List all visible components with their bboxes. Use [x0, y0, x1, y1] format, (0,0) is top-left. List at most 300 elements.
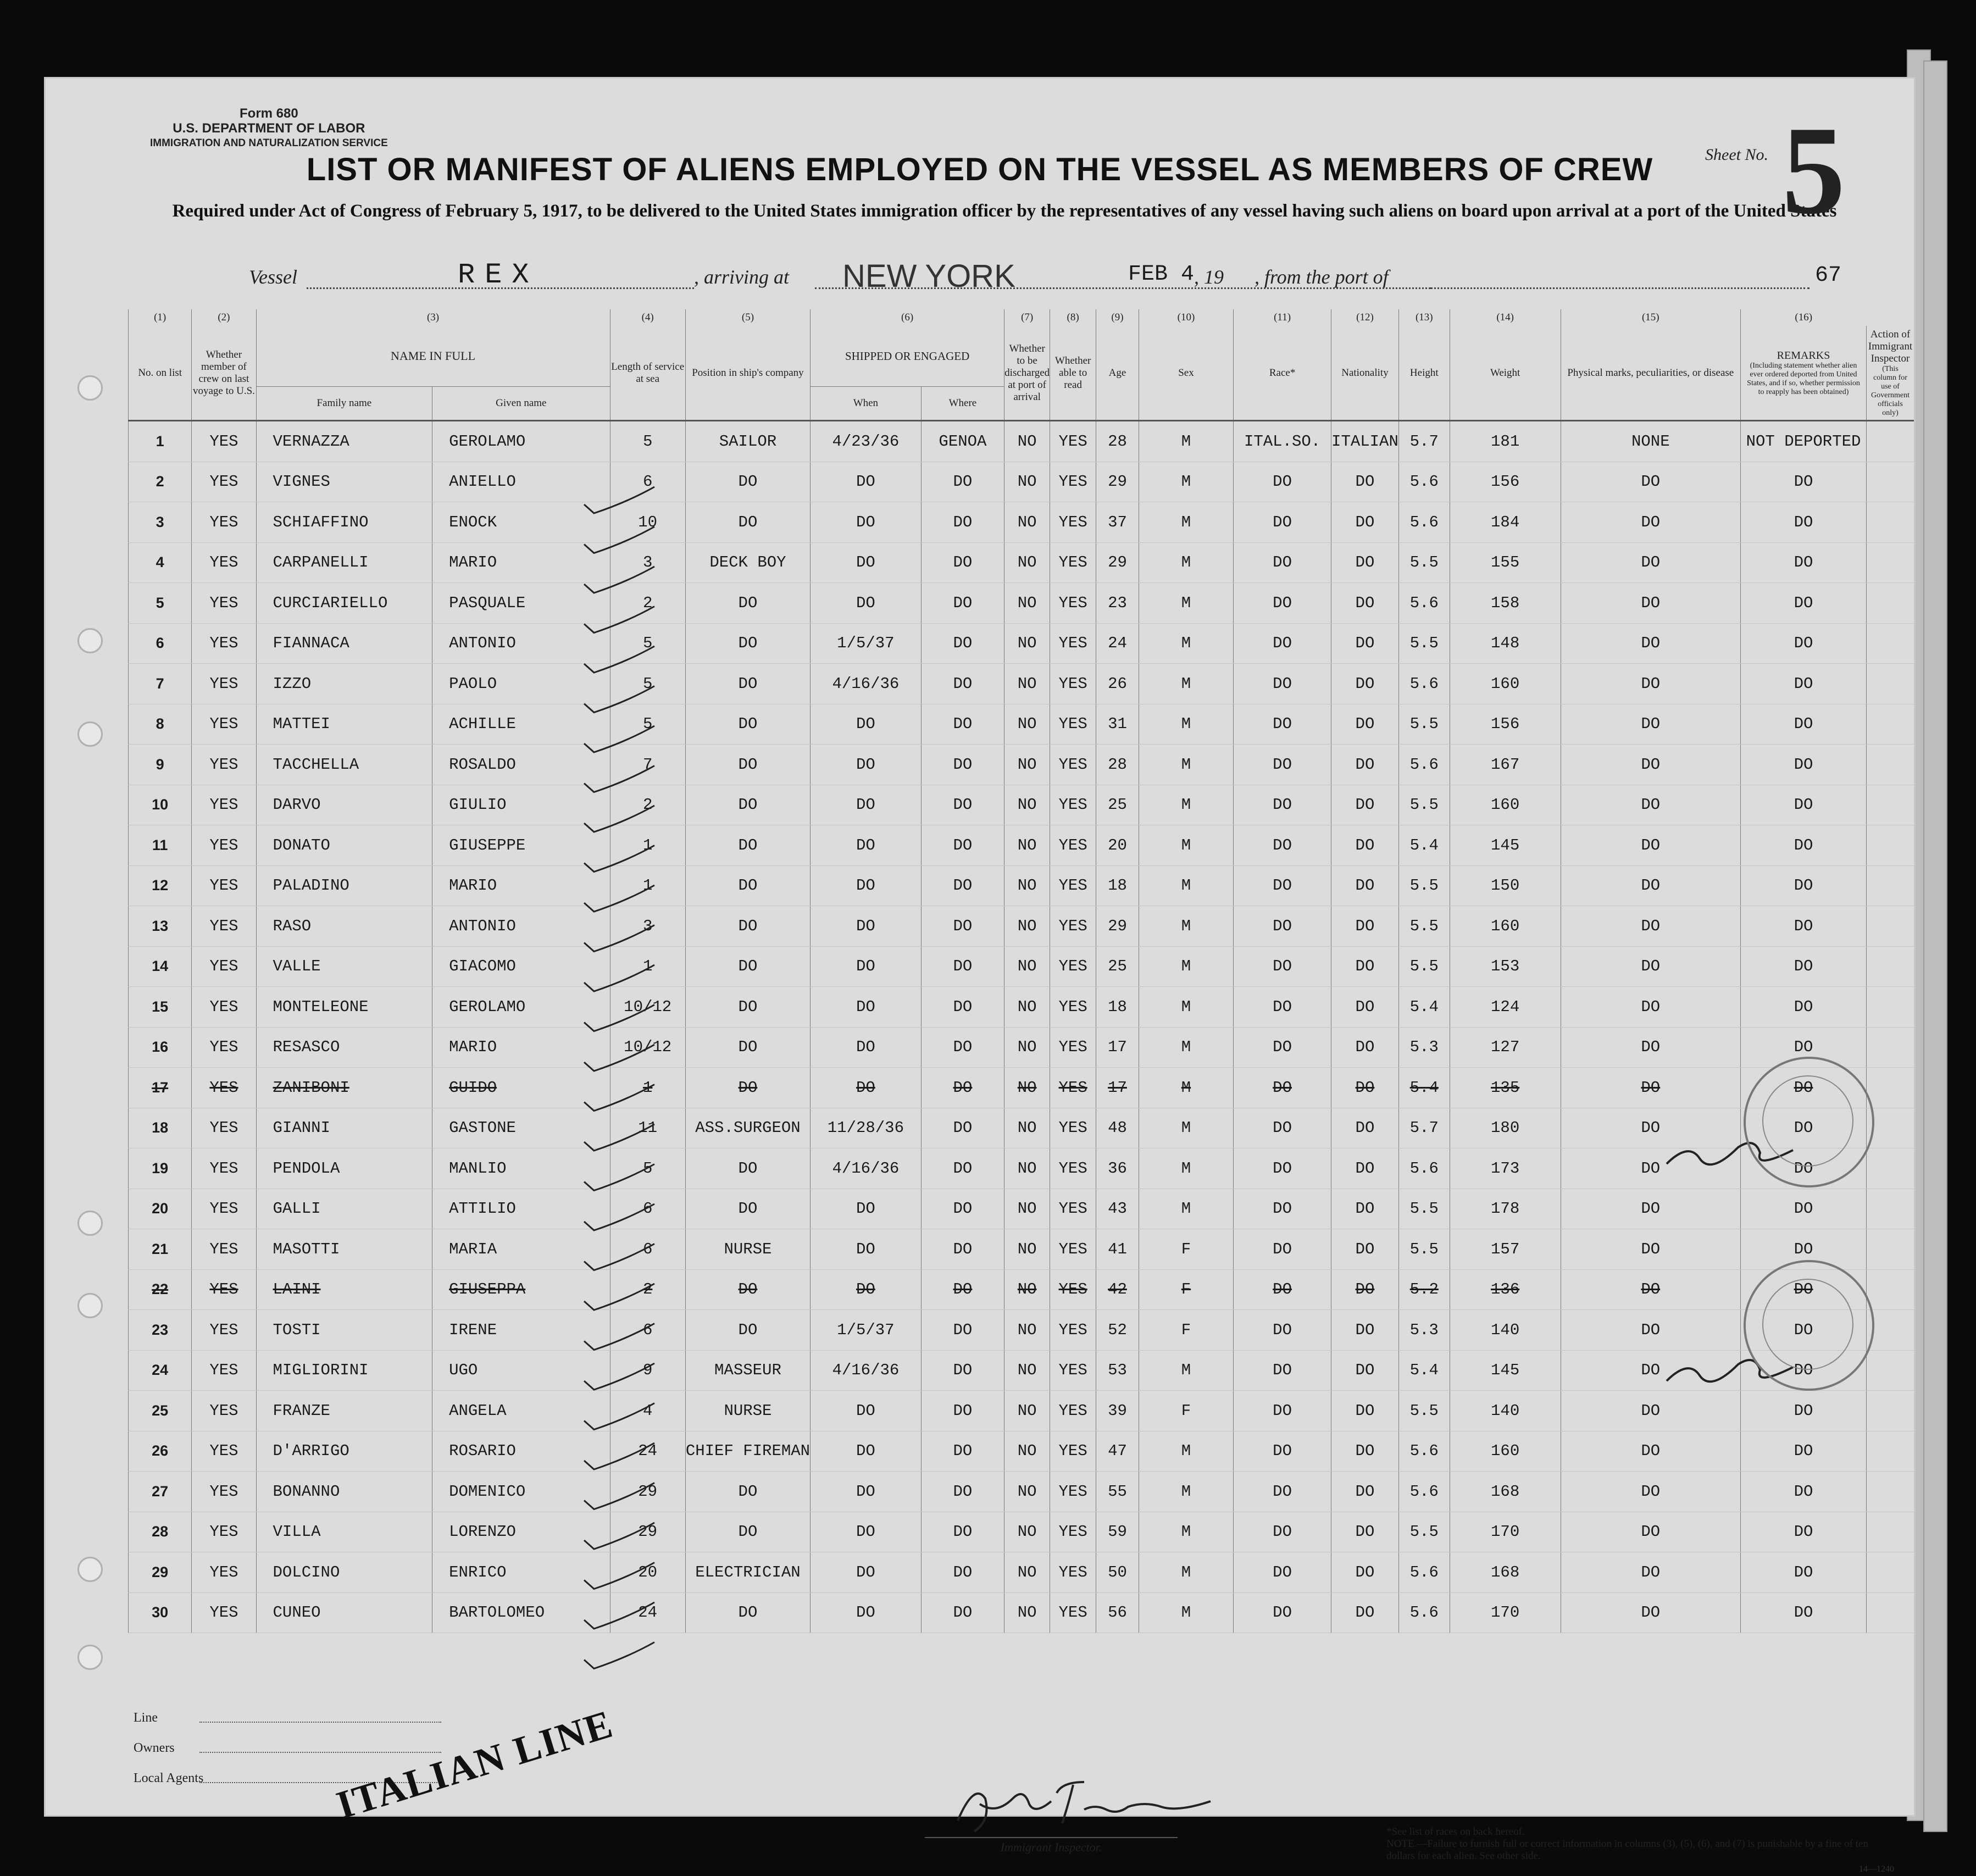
col-num: (4) [610, 309, 685, 326]
remarks: DO [1740, 1027, 1866, 1068]
position: DO [685, 1269, 810, 1310]
shipped-when: DO [811, 946, 922, 987]
shipped-when: DO [811, 462, 922, 502]
weight: 150 [1450, 865, 1561, 906]
shipped-where: DO [921, 704, 1004, 745]
race: DO [1234, 623, 1331, 664]
manifest-sheet [44, 77, 1916, 1874]
age: 50 [1096, 1552, 1139, 1593]
given-name: MANLIO [432, 1148, 610, 1189]
physical-marks: DO [1561, 785, 1740, 825]
nationality: DO [1331, 987, 1399, 1028]
able-to-read: YES [1050, 785, 1096, 825]
arrival-date: FEB 4 [1128, 262, 1195, 287]
nationality: DO [1331, 502, 1399, 543]
physical-marks: DO [1561, 1592, 1740, 1633]
discharged-value: NO [1004, 1512, 1050, 1552]
nationality: DO [1331, 1592, 1399, 1633]
shipped-when: DO [811, 1027, 922, 1068]
col-num: (5) [685, 309, 810, 326]
remarks: DO [1740, 1310, 1866, 1351]
age: 41 [1096, 1229, 1139, 1270]
length-of-service: 24 [610, 1592, 685, 1633]
given-name: GUIDO [432, 1068, 610, 1108]
remarks: DO [1740, 865, 1866, 906]
height: 5.5 [1398, 623, 1450, 664]
length-of-service: 7 [610, 745, 685, 785]
physical-marks: DO [1561, 1350, 1740, 1391]
row-number: 23 [129, 1310, 192, 1351]
able-to-read: YES [1050, 987, 1096, 1028]
family-name: DOLCINO [256, 1552, 432, 1593]
position: DO [685, 664, 810, 704]
physical-marks: DO [1561, 664, 1740, 704]
weight: 157 [1450, 1229, 1561, 1270]
weight: 170 [1450, 1512, 1561, 1552]
row-number: 20 [129, 1189, 192, 1229]
family-name: GIANNI [256, 1108, 432, 1148]
nationality: DO [1331, 745, 1399, 785]
crew-member-value: YES [192, 785, 256, 825]
family-name: SCHIAFFINO [256, 502, 432, 543]
able-to-read: YES [1050, 825, 1096, 866]
height: 5.5 [1398, 906, 1450, 947]
discharged-value: NO [1004, 946, 1050, 987]
able-to-read: YES [1050, 583, 1096, 624]
shipped-when: DO [811, 704, 922, 745]
col-num: (8) [1050, 309, 1096, 326]
sex: M [1139, 1027, 1233, 1068]
position: DO [685, 462, 810, 502]
crew-member-value: YES [192, 825, 256, 866]
given-name: ANTONIO [432, 623, 610, 664]
shipped-when: DO [811, 745, 922, 785]
nationality: DO [1331, 1229, 1399, 1270]
family-name: VILLA [256, 1512, 432, 1552]
header-no-on-list: No. on list [129, 326, 192, 421]
crew-member-value: YES [192, 1472, 256, 1512]
sex: F [1139, 1229, 1233, 1270]
given-name: MARIO [432, 542, 610, 583]
family-name: D'ARRIGO [256, 1431, 432, 1472]
sex: M [1139, 462, 1233, 502]
row-number: 9 [129, 745, 192, 785]
remarks: DO [1740, 825, 1866, 866]
shipped-when: DO [811, 987, 922, 1028]
header-physical-marks: Physical marks, peculiarities, or disease [1561, 326, 1740, 421]
position: DO [685, 1592, 810, 1633]
crew-member-value: YES [192, 865, 256, 906]
inspector-action-cell [1867, 421, 1914, 462]
family-name: ZANIBONI [256, 1068, 432, 1108]
able-to-read: YES [1050, 1229, 1096, 1270]
given-name: GIULIO [432, 785, 610, 825]
weight: 184 [1450, 502, 1561, 543]
age: 47 [1096, 1431, 1139, 1472]
length-of-service: 1 [610, 1068, 685, 1108]
position: DO [685, 583, 810, 624]
height: 5.6 [1398, 462, 1450, 502]
sex: M [1139, 1592, 1233, 1633]
sex: M [1139, 987, 1233, 1028]
weight: 140 [1450, 1310, 1561, 1351]
header-name-in-full: NAME IN FULL [256, 326, 610, 387]
physical-marks: NONE [1561, 421, 1740, 462]
sex: M [1139, 502, 1233, 543]
height: 5.5 [1398, 1229, 1450, 1270]
physical-marks: DO [1561, 865, 1740, 906]
header-shipped-or-engaged: SHIPPED OR ENGAGED [811, 326, 1004, 387]
owners-label: Owners [134, 1741, 175, 1755]
remarks: DO [1740, 664, 1866, 704]
shipped-when: DO [811, 542, 922, 583]
check-mark [584, 1483, 654, 1509]
shipped-when: DO [811, 1592, 922, 1633]
discharged-value: NO [1004, 421, 1050, 462]
family-name: VIGNES [256, 462, 432, 502]
nationality: DO [1331, 1269, 1399, 1310]
length-of-service: 29 [610, 1512, 685, 1552]
race: DO [1234, 987, 1331, 1028]
given-name: GEROLAMO [432, 421, 610, 462]
binder-hole [77, 1557, 103, 1582]
age: 52 [1096, 1310, 1139, 1351]
crew-member-value: YES [192, 1148, 256, 1189]
col-num: (10) [1139, 309, 1233, 326]
header-race: Race* [1234, 326, 1331, 421]
discharged-value: NO [1004, 1592, 1050, 1633]
sheet-number-label: Sheet No. [1705, 146, 1768, 164]
binder-hole [77, 375, 103, 401]
discharged-value: NO [1004, 1189, 1050, 1229]
given-name: GASTONE [432, 1108, 610, 1148]
sex: M [1139, 825, 1233, 866]
crew-member-value: YES [192, 906, 256, 947]
able-to-read: YES [1050, 906, 1096, 947]
discharged-value: NO [1004, 1391, 1050, 1431]
family-name: MIGLIORINI [256, 1350, 432, 1391]
length-of-service: 1 [610, 865, 685, 906]
age: 39 [1096, 1391, 1139, 1431]
col-num: (14) [1450, 309, 1561, 326]
race: DO [1234, 1592, 1331, 1633]
position: DO [685, 623, 810, 664]
age: 55 [1096, 1472, 1139, 1512]
able-to-read: YES [1050, 1310, 1096, 1351]
crew-member-value: YES [192, 1108, 256, 1148]
row-number: 30 [129, 1592, 192, 1633]
check-mark [584, 1204, 654, 1230]
remarks: DO [1740, 542, 1866, 583]
position: DO [685, 946, 810, 987]
position: NURSE [685, 1229, 810, 1270]
owners-field [199, 1752, 441, 1753]
local-agents-label: Local Agents [134, 1771, 204, 1785]
sex: M [1139, 583, 1233, 624]
remarks: DO [1740, 704, 1866, 745]
height: 5.7 [1398, 421, 1450, 462]
row-number: 6 [129, 623, 192, 664]
row-number: 7 [129, 664, 192, 704]
race: DO [1234, 1310, 1331, 1351]
shipped-when: DO [811, 906, 922, 947]
sex: M [1139, 1068, 1233, 1108]
check-mark [584, 527, 654, 553]
shipped-where: DO [921, 542, 1004, 583]
weight: 155 [1450, 542, 1561, 583]
age: 42 [1096, 1269, 1139, 1310]
row-number: 11 [129, 825, 192, 866]
crew-member-value: YES [192, 502, 256, 543]
sex: M [1139, 906, 1233, 947]
shipped-where: DO [921, 1229, 1004, 1270]
given-name: ENRICO [432, 1552, 610, 1593]
table-row [129, 421, 1914, 462]
remarks: DO [1740, 502, 1866, 543]
binder-hole [77, 1211, 103, 1236]
nationality: DO [1331, 1310, 1399, 1351]
col-num: (1) [129, 309, 192, 326]
height: 5.5 [1398, 1512, 1450, 1552]
race: ITAL.SO. [1234, 421, 1331, 462]
check-mark [584, 1523, 654, 1549]
shipped-where: DO [921, 1592, 1004, 1633]
shipped-where: DO [921, 664, 1004, 704]
weight: 136 [1450, 1269, 1561, 1310]
given-name: ROSARIO [432, 1431, 610, 1472]
header-crew-member: Whether member of crew on last voyage to U.S. [192, 326, 256, 421]
physical-marks: DO [1561, 1148, 1740, 1189]
age: 56 [1096, 1592, 1139, 1633]
form-number: Form 680 U.S. DEPARTMENT OF LABOR IMMIGRATION AND NATURALIZATION SERVICE [150, 106, 388, 149]
weight: 160 [1450, 906, 1561, 947]
position: DO [685, 865, 810, 906]
height: 5.6 [1398, 745, 1450, 785]
crew-member-value: YES [192, 1310, 256, 1351]
height: 5.6 [1398, 1148, 1450, 1189]
given-name: ATTILIO [432, 1189, 610, 1229]
position: DO [685, 1027, 810, 1068]
col-num: (9) [1096, 309, 1139, 326]
able-to-read: YES [1050, 421, 1096, 462]
race: DO [1234, 542, 1331, 583]
position: ELECTRICIAN [685, 1552, 810, 1593]
length-of-service: 9 [610, 1350, 685, 1391]
given-name: ANGELA [432, 1391, 610, 1431]
remarks: DO [1740, 1391, 1866, 1431]
length-of-service: 4 [610, 1391, 685, 1431]
height: 5.2 [1398, 1269, 1450, 1310]
italian-line-stamp: ITALIAN LINE [331, 1701, 618, 1828]
row-number: 8 [129, 704, 192, 745]
race: DO [1234, 462, 1331, 502]
shipped-where: DO [921, 1068, 1004, 1108]
row-number: 29 [129, 1552, 192, 1593]
check-mark [584, 1005, 654, 1031]
remarks: DO [1740, 785, 1866, 825]
weight: 145 [1450, 825, 1561, 866]
able-to-read: YES [1050, 1269, 1096, 1310]
length-of-service: 3 [610, 906, 685, 947]
able-to-read: YES [1050, 502, 1096, 543]
shipped-when: 4/23/36 [811, 421, 922, 462]
given-name: DOMENICO [432, 1472, 610, 1512]
column-header-row [129, 326, 1914, 387]
able-to-read: YES [1050, 542, 1096, 583]
length-of-service: 10 [610, 502, 685, 543]
age: 18 [1096, 865, 1139, 906]
shipped-where: DO [921, 1189, 1004, 1229]
consulate-seal [1744, 1057, 1874, 1187]
race: DO [1234, 865, 1331, 906]
remarks: DO [1740, 583, 1866, 624]
physical-marks: DO [1561, 1068, 1740, 1108]
sex: M [1139, 664, 1233, 704]
weight: 158 [1450, 583, 1561, 624]
length-of-service: 3 [610, 542, 685, 583]
nationality: DO [1331, 865, 1399, 906]
able-to-read: YES [1050, 1148, 1096, 1189]
family-name: TACCHELLA [256, 745, 432, 785]
shipped-where: DO [921, 865, 1004, 906]
shipped-when: DO [811, 1229, 922, 1270]
position: DO [685, 825, 810, 866]
given-name: GIUSEPPA [432, 1269, 610, 1310]
physical-marks: DO [1561, 502, 1740, 543]
nationality: DO [1331, 1108, 1399, 1148]
shipped-when: 1/5/37 [811, 1310, 922, 1351]
age: 28 [1096, 421, 1139, 462]
shipped-where: DO [921, 1269, 1004, 1310]
position: CHIEF FIREMAN [685, 1431, 810, 1472]
discharged-value: NO [1004, 825, 1050, 866]
weight: 168 [1450, 1472, 1561, 1512]
discharged-value: NO [1004, 462, 1050, 502]
race: DO [1234, 946, 1331, 987]
age: 29 [1096, 462, 1139, 502]
check-mark [584, 806, 654, 832]
weight: 140 [1450, 1391, 1561, 1431]
shipped-when: DO [811, 825, 922, 866]
length-of-service: 5 [610, 421, 685, 462]
given-name: GIUSEPPE [432, 825, 610, 866]
able-to-read: YES [1050, 1512, 1096, 1552]
header-weight: Weight [1450, 326, 1561, 421]
row-number: 13 [129, 906, 192, 947]
remarks: DO [1740, 1350, 1866, 1391]
age: 18 [1096, 987, 1139, 1028]
header-able-to-read: Whether able to read [1050, 326, 1096, 421]
shipped-when: DO [811, 583, 922, 624]
length-of-service: 6 [610, 1310, 685, 1351]
nationality: DO [1331, 1148, 1399, 1189]
length-of-service: 5 [610, 623, 685, 664]
footnote: *See list of races on back hereof. NOTE.—Failure to furnish full or correct information in columns (3), (5), (6), and (7) is punishable by a fine of ten dollars for each alien. See other side. [1386, 1826, 1868, 1862]
crew-member-value: YES [192, 1391, 256, 1431]
nationality: DO [1331, 1350, 1399, 1391]
row-number: 1 [129, 421, 192, 462]
able-to-read: YES [1050, 1068, 1096, 1108]
height: 5.6 [1398, 502, 1450, 543]
position: NURSE [685, 1391, 810, 1431]
check-mark [584, 1602, 654, 1629]
col-num: (11) [1234, 309, 1331, 326]
age: 29 [1096, 906, 1139, 947]
remarks: DO [1740, 946, 1866, 987]
height: 5.5 [1398, 946, 1450, 987]
remarks: DO [1740, 1592, 1866, 1633]
nationality: DO [1331, 825, 1399, 866]
given-name: GIACOMO [432, 946, 610, 987]
physical-marks: DO [1561, 1431, 1740, 1472]
physical-marks: DO [1561, 1391, 1740, 1431]
header-discharged: Whether to be discharged at port of arrival [1004, 326, 1050, 421]
discharged-value: NO [1004, 1431, 1050, 1472]
shipped-when: 11/28/36 [811, 1108, 922, 1148]
column-number-row [129, 309, 1914, 326]
weight: 181 [1450, 421, 1561, 462]
row-number: 10 [129, 785, 192, 825]
vessel-row [249, 258, 1842, 294]
sex: M [1139, 704, 1233, 745]
discharged-value: NO [1004, 623, 1050, 664]
family-name: DONATO [256, 825, 432, 866]
port-code: 67 [1815, 263, 1842, 288]
weight: 148 [1450, 623, 1561, 664]
physical-marks: DO [1561, 1512, 1740, 1552]
discharged-value: NO [1004, 1229, 1050, 1270]
race: DO [1234, 1512, 1331, 1552]
row-number: 14 [129, 946, 192, 987]
discharged-value: NO [1004, 1552, 1050, 1593]
length-of-service: 2 [610, 583, 685, 624]
line-label: Line [134, 1711, 158, 1725]
page-subtitle: Required under Act of Congress of February 5, 1917, to be delivered to the United States immigration officer by the representatives of any vessel having such aliens on board upon arrival at a port of the United States [172, 201, 1837, 221]
row-number: 16 [129, 1027, 192, 1068]
check-mark [584, 925, 654, 952]
row-number: 18 [129, 1108, 192, 1148]
col-num: (12) [1331, 309, 1399, 326]
able-to-read: YES [1050, 1431, 1096, 1472]
family-name: PENDOLA [256, 1148, 432, 1189]
header-family-name: Family name [256, 387, 432, 421]
nationality: DO [1331, 664, 1399, 704]
family-name: GALLI [256, 1189, 432, 1229]
nationality: DO [1331, 1391, 1399, 1431]
race: DO [1234, 1068, 1331, 1108]
shipped-where: DO [921, 502, 1004, 543]
length-of-service: 5 [610, 704, 685, 745]
able-to-read: YES [1050, 1592, 1096, 1633]
family-name: RESASCO [256, 1027, 432, 1068]
shipped-when: DO [811, 1189, 922, 1229]
from-port-label: , from the port of [1255, 266, 1389, 288]
crew-member-value: YES [192, 946, 256, 987]
crew-member-value: YES [192, 1552, 256, 1593]
crew-member-value: YES [192, 623, 256, 664]
family-name: MASOTTI [256, 1229, 432, 1270]
height: 5.6 [1398, 1431, 1450, 1472]
race: DO [1234, 825, 1331, 866]
nationality: DO [1331, 583, 1399, 624]
check-mark [584, 846, 654, 872]
race: DO [1234, 745, 1331, 785]
able-to-read: YES [1050, 1189, 1096, 1229]
discharged-value: NO [1004, 1472, 1050, 1512]
remarks: DO [1740, 1189, 1866, 1229]
height: 5.6 [1398, 664, 1450, 704]
position: DO [685, 1472, 810, 1512]
